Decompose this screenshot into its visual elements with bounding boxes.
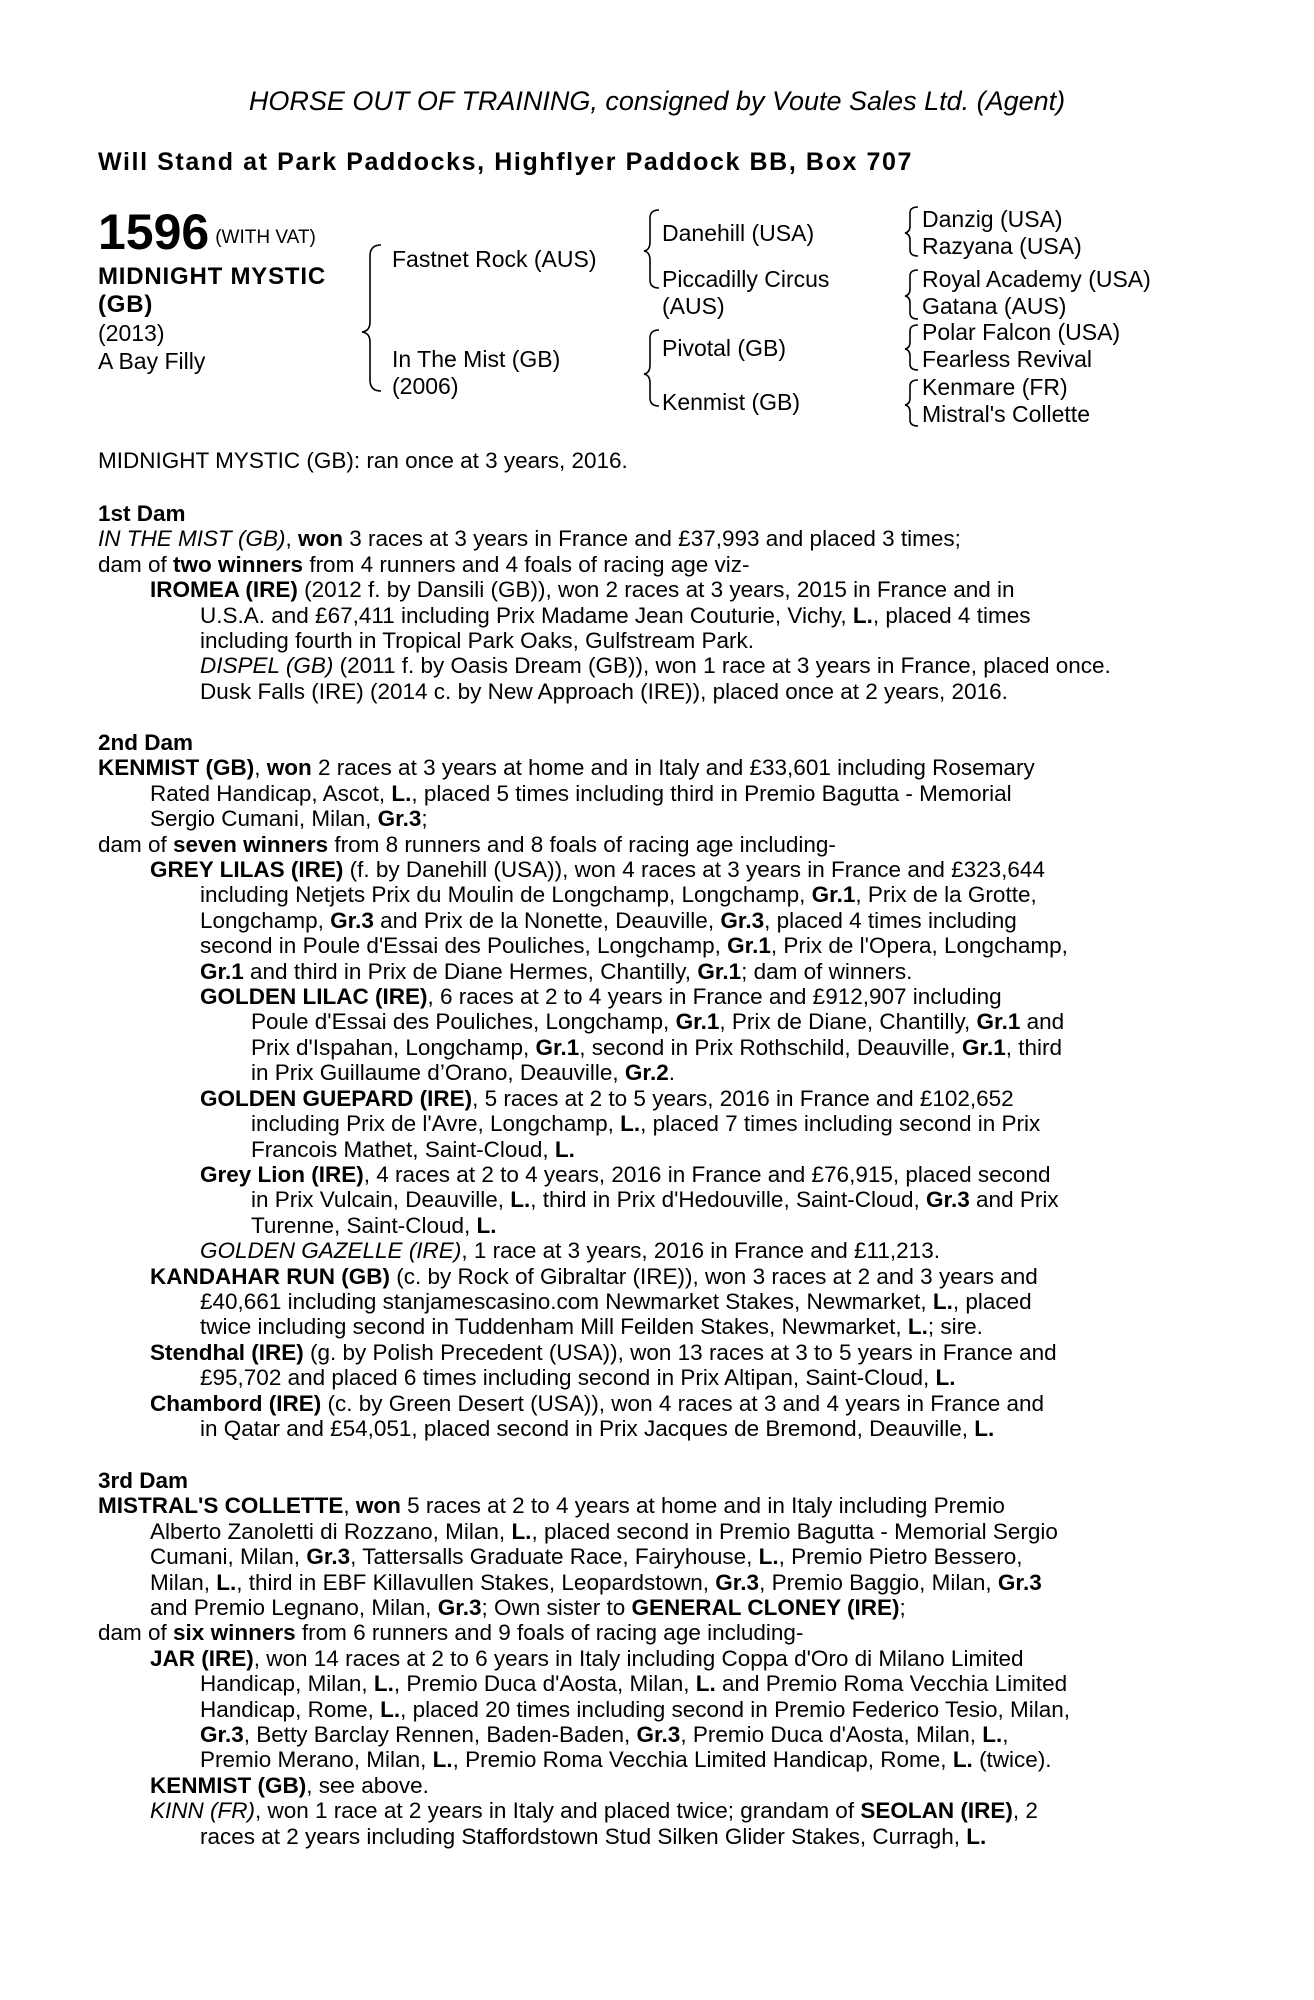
text: , Premio Duca d'Aosta, Milan,	[680, 1722, 983, 1748]
group-label: Gr.3	[330, 907, 374, 933]
produce-golden-lilac	[98, 984, 1206, 1009]
pedigree-dam-sire: Pivotal (GB)	[662, 335, 786, 361]
pedigree-dam-name: In The Mist (GB)	[392, 346, 561, 372]
text: , 5 races at 2 to 5 years, 2016 in France and £102,652	[472, 1085, 1014, 1111]
text-line	[98, 1824, 1206, 1849]
group-label: Gr.3	[377, 806, 422, 832]
dam-name: KENMIST (GB)	[98, 755, 255, 781]
listed-label: L.	[373, 1671, 394, 1697]
produce-golden-gazelle	[98, 1238, 1206, 1263]
text-line	[98, 1747, 1206, 1772]
text: Turenne, Saint-Cloud,	[251, 1212, 477, 1238]
text: ; Own sister to	[481, 1595, 632, 1621]
consignor-header: HORSE OUT OF TRAINING, consigned by Voute Sales Ltd. (Agent)	[248, 86, 1066, 116]
dam-record: 3 races at 3 years in France and £37,993 and placed 3 times;	[343, 526, 961, 552]
text: 5 races at 2 to 4 years at home and in Italy including Premio	[400, 1493, 1005, 1519]
pedigree-sire-dam-line2: (AUS)	[662, 293, 725, 319]
pedigree-g3-1: Danzig (USA)	[922, 206, 1063, 232]
listed-label: L.	[758, 1544, 779, 1570]
horse-name: KENMIST (GB)	[150, 1772, 307, 1798]
text: , placed 4 times	[872, 602, 1031, 628]
text: from 6 runners and 9 foals of racing age including-	[295, 1620, 804, 1646]
text: , see above.	[306, 1772, 429, 1798]
text: including Prix de l'Avre, Longchamp,	[251, 1111, 621, 1137]
text: ; dam of winners.	[741, 958, 913, 984]
group-label: Gr.1	[675, 1009, 720, 1035]
pedigree-g3-3: Royal Academy (USA)	[922, 266, 1151, 292]
text: ,	[1002, 1722, 1009, 1748]
pedigree-g3-7: Kenmare (FR)	[922, 374, 1068, 400]
pedigree-sire-sire: Danehill (USA)	[662, 220, 815, 246]
third-dam-section	[98, 1468, 1206, 1849]
produce-kandahar-run	[98, 1264, 1206, 1289]
text: , Prix de l'Opera, Longchamp,	[770, 933, 1068, 959]
text: , Prix de la Grotte,	[855, 882, 1037, 908]
group-label: Gr.3	[636, 1722, 681, 1748]
text: in Prix Guillaume d’Orano, Deauville,	[251, 1060, 625, 1086]
listed-label: L.	[907, 1314, 928, 1340]
group-label: Gr.2	[624, 1060, 669, 1086]
group-label: Gr.3	[200, 1722, 244, 1748]
text-line	[98, 1035, 1206, 1060]
produce-kenmist	[98, 1773, 1206, 1798]
text-line	[98, 1009, 1206, 1034]
text: Handicap, Milan,	[200, 1671, 374, 1697]
text: Sergio Cumani, Milan,	[150, 806, 378, 832]
text: races at 2 years including Staffordstown Stud Silken Glider Stakes, Curragh,	[200, 1823, 967, 1849]
horse-name: GOLDEN LILAC (IRE)	[200, 984, 428, 1010]
text-line	[98, 1111, 1206, 1136]
text: , Premio Roma Vecchia Limited Handicap, Rome,	[452, 1747, 953, 1773]
text: ;	[899, 1595, 906, 1621]
text-line	[98, 1544, 1206, 1569]
horse-name: GOLDEN GUEPARD (IRE)	[200, 1085, 473, 1111]
text: , placed second in Premio Bagutta - Memorial Sergio	[531, 1518, 1058, 1544]
horse-name: Stendhal (IRE)	[150, 1339, 304, 1365]
text-line	[98, 603, 1206, 628]
text: and Prix de la Nonette, Deauville,	[373, 907, 721, 933]
text: Poule d'Essai des Pouliches, Longchamp,	[251, 1009, 676, 1035]
text: (2011 f. by Oasis Dream (GB)), won 1 race at 3 years in France, placed once.	[333, 653, 1111, 679]
listed-label: L.	[974, 1415, 995, 1441]
text-line: including fourth in Tropical Park Oaks, Gulfstream Park.	[200, 628, 754, 654]
text: from 4 runners and 4 foals of racing age viz-	[303, 551, 750, 577]
listed-label: L.	[935, 1365, 956, 1391]
text: Milan,	[150, 1569, 217, 1595]
pedigree-g3-4: Gatana (AUS)	[922, 293, 1067, 319]
listed-label: L.	[391, 780, 412, 806]
group-label: Gr.3	[926, 1187, 970, 1213]
listed-label: L.	[852, 602, 873, 628]
group-label: Gr.3	[306, 1544, 351, 1570]
text: (f. by Danehill (USA)), won 4 races at 3 years in France and £323,644	[343, 857, 1045, 883]
won-label: won	[355, 1493, 401, 1519]
text: , placed 4 times including	[764, 907, 1017, 933]
text: , placed 5 times including third in Premio Bagutta - Memorial	[411, 780, 1012, 806]
pedigree-sire-dam	[662, 266, 829, 320]
text: ; sire.	[927, 1314, 983, 1340]
horse-name: Chambord (IRE)	[150, 1390, 322, 1416]
listed-label: L.	[432, 1747, 453, 1773]
produce-line	[98, 832, 1206, 857]
text-line	[98, 1213, 1206, 1238]
dam-name: IN THE MIST (GB)	[98, 526, 286, 552]
horse-name: DISPEL (GB)	[200, 653, 334, 679]
horse-description: A Bay Filly	[98, 348, 206, 374]
pedigree-dam-dam: Kenmist (GB)	[662, 389, 801, 415]
text-line	[98, 908, 1206, 933]
section-heading: 2nd Dam	[98, 730, 194, 755]
text: , Premio Pietro Bessero,	[778, 1544, 1023, 1570]
text-line	[98, 806, 1206, 831]
produce-line	[98, 1620, 1206, 1645]
produce-iromea	[98, 577, 1206, 602]
text-line	[98, 1671, 1206, 1696]
text: , Premio Duca d'Aosta, Milan,	[393, 1671, 696, 1697]
pedigree-g3-8: Mistral's Collette	[922, 401, 1090, 427]
text-line	[98, 933, 1206, 958]
listed-label: L.	[510, 1187, 531, 1213]
listed-label: L.	[511, 1518, 532, 1544]
text: , 4 races at 2 to 4 years, 2016 in France and £76,915, placed second	[363, 1161, 1051, 1187]
text: second in Poule d'Essai des Pouliches, Longchamp,	[200, 933, 728, 959]
dam-line: MISTRAL'S COLLETTE, won 5 races at 2 to 4 years at home and in Italy including Premio	[98, 1493, 1005, 1519]
text: 2 races at 3 years at home and in Italy and £33,601 including Rosemary	[311, 755, 1035, 781]
text: twice including second in Tuddenham Mill Feilden Stakes, Newmarket,	[200, 1314, 908, 1340]
text: £95,702 and placed 6 times including second in Prix Altipan, Saint-Cloud,	[200, 1365, 936, 1391]
won-label: won	[266, 755, 312, 781]
horse-name: KANDAHAR RUN (GB)	[150, 1263, 390, 1289]
group-label: Gr.3	[997, 1569, 1042, 1595]
horse-name: GENERAL CLONEY (IRE)	[631, 1595, 900, 1621]
text: in Qatar and £54,051, placed second in Prix Jacques de Bremond, Deauville,	[200, 1415, 975, 1441]
listed-label: L.	[216, 1569, 237, 1595]
text: Prix d'Ispahan, Longchamp,	[251, 1034, 536, 1060]
text: and	[1020, 1009, 1065, 1035]
horse-name: GOLDEN GAZELLE (IRE)	[200, 1238, 462, 1264]
text: (c. by Green Desert (USA)), won 4 races at 3 and 4 years in France and	[321, 1390, 1045, 1416]
text: and third in Prix de Diane Hermes, Chantilly,	[243, 958, 698, 984]
pedigree-dam	[392, 346, 560, 400]
horse-name: Grey Lion (IRE)	[200, 1161, 364, 1187]
text: £40,661 including stanjamescasino.com Newmarket Stakes, Newmarket,	[200, 1288, 933, 1314]
text: , Prix de Diane, Chantilly,	[719, 1009, 977, 1035]
group-label: Gr.1	[727, 933, 771, 959]
group-label: Gr.1	[811, 882, 856, 908]
text: Premio Merano, Milan,	[200, 1747, 433, 1773]
text-line	[98, 1595, 1206, 1620]
horse-name: KINN (FR)	[150, 1798, 255, 1824]
text: Rated Handicap, Ascot,	[150, 780, 392, 806]
won-label: won	[298, 526, 344, 552]
group-label: Gr.3	[720, 907, 765, 933]
group-label: Gr.1	[200, 958, 244, 984]
text: , 1 race at 3 years, 2016 in France and £11,213.	[461, 1238, 940, 1264]
winners-count: six winners	[173, 1620, 296, 1646]
listed-label: L.	[620, 1111, 641, 1137]
second-dam-section	[98, 730, 1206, 1441]
text: Handicap, Rome,	[200, 1696, 381, 1722]
group-label: Gr.1	[535, 1034, 580, 1060]
text: (g. by Polish Precedent (USA)), won 13 races at 3 to 5 years in France and	[303, 1339, 1057, 1365]
text-line	[98, 781, 1206, 806]
text: Cumani, Milan,	[150, 1544, 307, 1570]
text: , won 1 race at 2 years in Italy and placed twice; grandam of	[255, 1798, 861, 1824]
section-heading: 1st Dam	[98, 501, 186, 526]
text: and Premio Legnano, Milan,	[150, 1595, 438, 1621]
produce-dispel	[98, 653, 1206, 678]
text: , won 14 races at 2 to 6 years in Italy including Coppa d'Oro di Milano Limited	[253, 1645, 1024, 1671]
text-line	[98, 882, 1206, 907]
produce-kinn	[98, 1798, 1206, 1823]
text-line	[98, 1060, 1206, 1085]
listed-label: L.	[554, 1136, 575, 1162]
pedigree-g3-2: Razyana (USA)	[922, 233, 1082, 259]
listed-label: L.	[966, 1823, 987, 1849]
group-label: Gr.3	[437, 1595, 482, 1621]
text-line	[98, 1187, 1206, 1212]
pedigree-g3-6: Fearless Revival	[922, 346, 1092, 372]
text: ;	[421, 806, 428, 832]
produce-line	[98, 552, 1206, 577]
text-line	[98, 1314, 1206, 1339]
foaling-year: (2013)	[98, 320, 165, 346]
text: Alberto Zanoletti di Rozzano, Milan,	[150, 1518, 512, 1544]
text: Francois Mathet, Saint-Cloud,	[251, 1136, 555, 1162]
produce-jar	[98, 1646, 1206, 1671]
horse-name: IROMEA (IRE)	[150, 577, 298, 603]
listed-label: L.	[932, 1288, 953, 1314]
text-line	[98, 1365, 1206, 1390]
produce-dusk-falls: Dusk Falls (IRE) (2014 c. by New Approach (IRE)), placed once at 2 years, 2016.	[200, 678, 1008, 704]
lot-number: 1596	[98, 204, 210, 260]
produce-grey-lilas	[98, 857, 1206, 882]
listed-label: L.	[952, 1747, 973, 1773]
group-label: Gr.1	[976, 1009, 1021, 1035]
horse-name-line1: MIDNIGHT MYSTIC	[98, 263, 326, 290]
dam-name: MISTRAL'S COLLETTE	[98, 1493, 344, 1519]
text-line	[98, 1289, 1206, 1314]
text: , Premio Baggio, Milan,	[759, 1569, 998, 1595]
text: , placed 7 times including second in Prix	[640, 1111, 1041, 1137]
group-label: Gr.1	[697, 958, 742, 984]
text: and Prix	[969, 1187, 1059, 1213]
winners-count: seven winners	[173, 831, 329, 857]
text-line	[98, 1519, 1206, 1544]
text-line	[98, 959, 1206, 984]
text: dam of	[98, 551, 174, 577]
vat-note: (WITH VAT)	[215, 227, 316, 248]
text: , 2	[1012, 1798, 1038, 1824]
pedigree-g3-5: Polar Falcon (USA)	[922, 319, 1121, 345]
text: and Premio Roma Vecchia Limited	[715, 1671, 1068, 1697]
text: , placed 20 times including second in Premio Federico Tesio, Milan,	[400, 1696, 1071, 1722]
listed-label: L.	[476, 1212, 497, 1238]
text: , third in Prix d'Hedouville, Saint-Cloud,	[530, 1187, 927, 1213]
text: , second in Prix Rothschild, Deauville,	[579, 1034, 962, 1060]
text: , third in EBF Killavullen Stakes, Leopardstown,	[236, 1569, 716, 1595]
horse-name: SEOLAN (IRE)	[860, 1798, 1013, 1824]
produce-chambord	[98, 1391, 1206, 1416]
group-label: Gr.1	[961, 1034, 1006, 1060]
listed-label: L.	[982, 1722, 1003, 1748]
dam-line: IN THE MIST (GB), won 3 races at 3 years in France and £37,993 and placed 3 times;	[98, 526, 961, 552]
text-line	[98, 1416, 1206, 1441]
text: U.S.A. and £67,411 including Prix Madame Jean Couturie, Vichy,	[200, 602, 853, 628]
race-record-intro: MIDNIGHT MYSTIC (GB): ran once at 3 years, 2016.	[98, 448, 628, 473]
horse-name: JAR (IRE)	[150, 1645, 254, 1671]
text: .	[668, 1060, 675, 1086]
group-label: Gr.3	[715, 1569, 760, 1595]
text-line	[98, 1570, 1206, 1595]
text: from 8 runners and 8 foals of racing age including-	[328, 831, 836, 857]
text: (c. by Rock of Gibraltar (IRE)), won 3 races at 2 and 3 years and	[389, 1263, 1038, 1289]
listed-label: L.	[380, 1696, 401, 1722]
horse-name: GREY LILAS (IRE)	[150, 857, 344, 883]
section-heading: 3rd Dam	[98, 1468, 189, 1493]
text: (2012 f. by Dansili (GB)), won 2 races at 3 years, 2015 in France and in	[297, 577, 1015, 603]
text: Longchamp,	[200, 907, 331, 933]
text-line	[98, 1722, 1206, 1747]
text: , Betty Barclay Rennen, Baden-Baden,	[243, 1722, 637, 1748]
pedigree-sire: Fastnet Rock (AUS)	[392, 246, 597, 272]
pedigree-braces	[0, 0, 1314, 440]
listed-label: L.	[695, 1671, 716, 1697]
first-dam-section	[98, 501, 1206, 704]
pedigree-sire-dam-line1: Piccadilly Circus	[662, 266, 830, 292]
text: , third	[1005, 1034, 1063, 1060]
dam-line: KENMIST (GB), won 2 races at 3 years at home and in Italy and £33,601 including Rosemary	[98, 755, 1035, 781]
text: including Netjets Prix du Moulin de Longchamp, Longchamp,	[200, 882, 812, 908]
pedigree-dam-year: (2006)	[392, 373, 459, 399]
text: in Prix Vulcain, Deauville,	[251, 1187, 511, 1213]
horse-name-line2: (GB)	[98, 291, 154, 318]
produce-stendhal	[98, 1340, 1206, 1365]
produce-golden-guepard	[98, 1086, 1206, 1111]
text: , Tattersalls Graduate Race, Fairyhouse,	[350, 1544, 759, 1570]
produce-grey-lion	[98, 1162, 1206, 1187]
stand-location: Will Stand at Park Paddocks, Highflyer Paddock BB, Box 707	[98, 148, 914, 176]
text-line	[98, 1697, 1206, 1722]
text: , placed	[952, 1288, 1032, 1314]
text-line	[98, 1137, 1206, 1162]
text: (twice).	[972, 1747, 1052, 1773]
text: dam of	[98, 1620, 174, 1646]
winners-count: two winners	[173, 551, 304, 577]
text: , 6 races at 2 to 4 years in France and £912,907 including	[427, 984, 1002, 1010]
text: dam of	[98, 831, 174, 857]
